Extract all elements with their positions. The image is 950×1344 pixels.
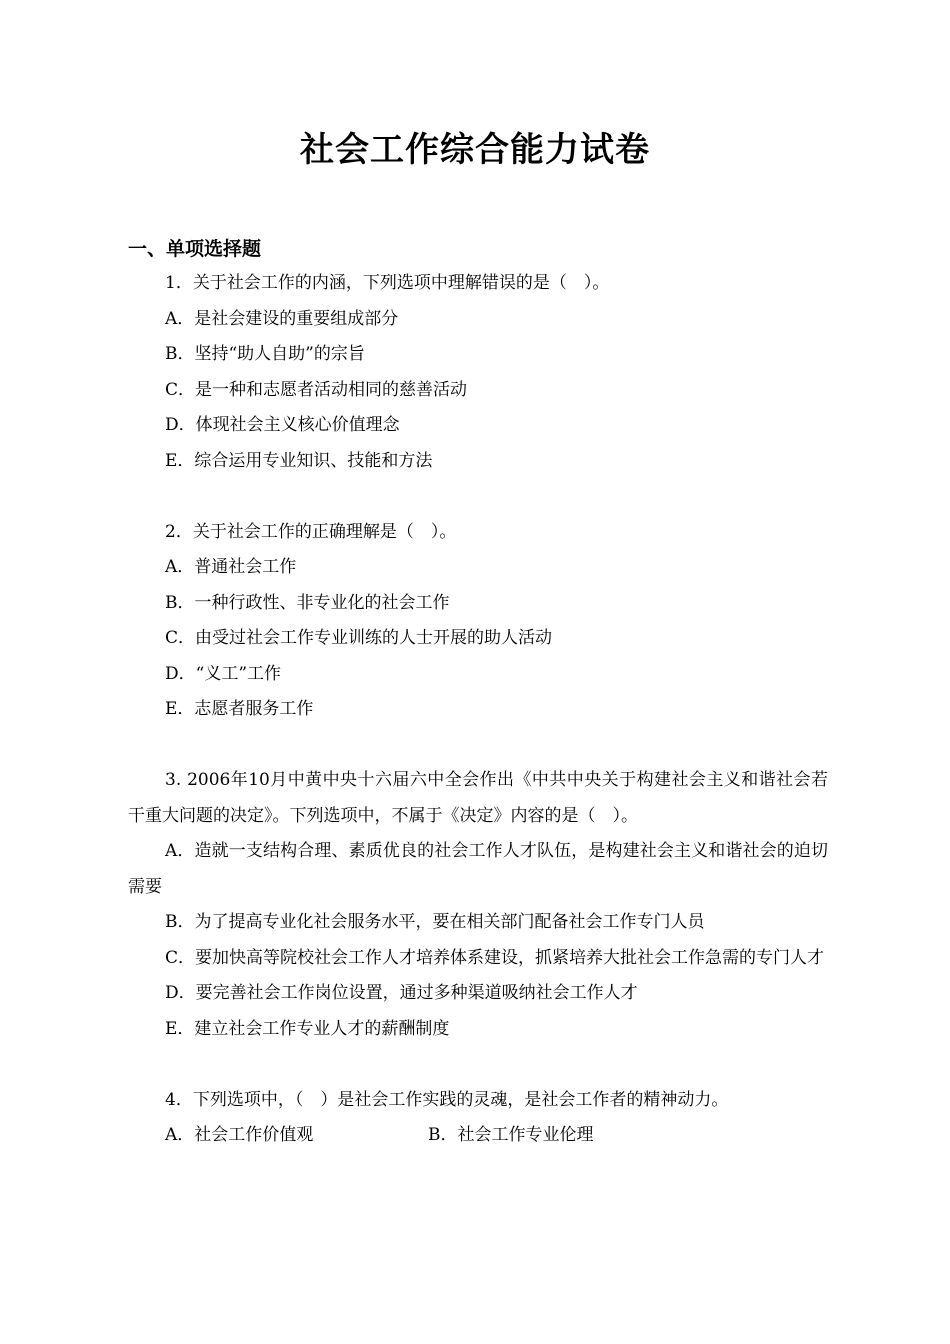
option-d: D．要完善社会工作岗位设置，通过多种渠道吸纳社会工作人才 xyxy=(165,983,638,1003)
option-c: C．由受过社会工作专业训练的人士开展的助人活动 xyxy=(165,628,553,648)
section-heading: 一、单项选择题 xyxy=(128,238,262,260)
option-b: B．为了提高专业化社会服务水平，要在相关部门配备社会工作专门人员 xyxy=(165,912,705,932)
question-list xyxy=(128,266,828,1154)
question-2 xyxy=(128,515,828,728)
question-4 xyxy=(128,1083,828,1154)
option-b: B．一种行政性、非专业化的社会工作 xyxy=(165,592,450,613)
question-spacer xyxy=(128,728,828,764)
option-c: C．要加快高等院校社会工作人才培养体系建设，抓紧培养大批社会工作急需的专门人才 xyxy=(165,947,825,968)
question-spacer xyxy=(128,1047,828,1083)
option-b: B．坚持“助人自助”的宗旨 xyxy=(165,344,365,364)
option-a: A．普通社会工作 xyxy=(165,557,297,577)
option-c: C．是一种和志愿者活动相同的慈善活动 xyxy=(165,379,468,400)
document-title: 社会工作综合能力试卷 xyxy=(300,130,650,170)
option-a: A．社会工作价值观 xyxy=(165,1125,314,1145)
option-row xyxy=(128,1118,828,1154)
question-stem: 3. 2006年10月中黄中央十六届六中全会作出《中共中央关于构建社会主义和谐社会若干重大问题的决定》。下列选项中，不属于《决定》内容的是（ ）。 xyxy=(128,770,828,826)
option-d: D．体现社会主义核心价值理念 xyxy=(165,415,400,435)
option-a: A．造就一支结构合理、素质优良的社会工作人才队伍，是构建社会主义和谐社会的迫切需要 xyxy=(128,841,828,897)
option-b: B．社会工作专业伦理 xyxy=(428,1125,594,1145)
option-a: A．是社会建设的重要组成部分 xyxy=(165,308,399,329)
option-e: E．志愿者服务工作 xyxy=(165,699,314,719)
question-1 xyxy=(128,266,828,479)
option-e: E．综合运用专业知识、技能和方法 xyxy=(165,450,433,471)
question-stem: 4．下列选项中，（ ）是社会工作实践的灵魂，是社会工作者的精神动力。 xyxy=(165,1089,729,1110)
option-d: D．“义工”工作 xyxy=(165,663,282,684)
option-e: E．建立社会工作专业人才的薪酬制度 xyxy=(165,1018,450,1039)
question-stem: 1．关于社会工作的内涵，下列选项中理解错误的是（ ）。 xyxy=(165,273,610,293)
question-stem: 2．关于社会工作的正确理解是（ ）。 xyxy=(165,521,457,542)
question-spacer xyxy=(128,479,828,515)
question-3 xyxy=(128,763,828,1047)
